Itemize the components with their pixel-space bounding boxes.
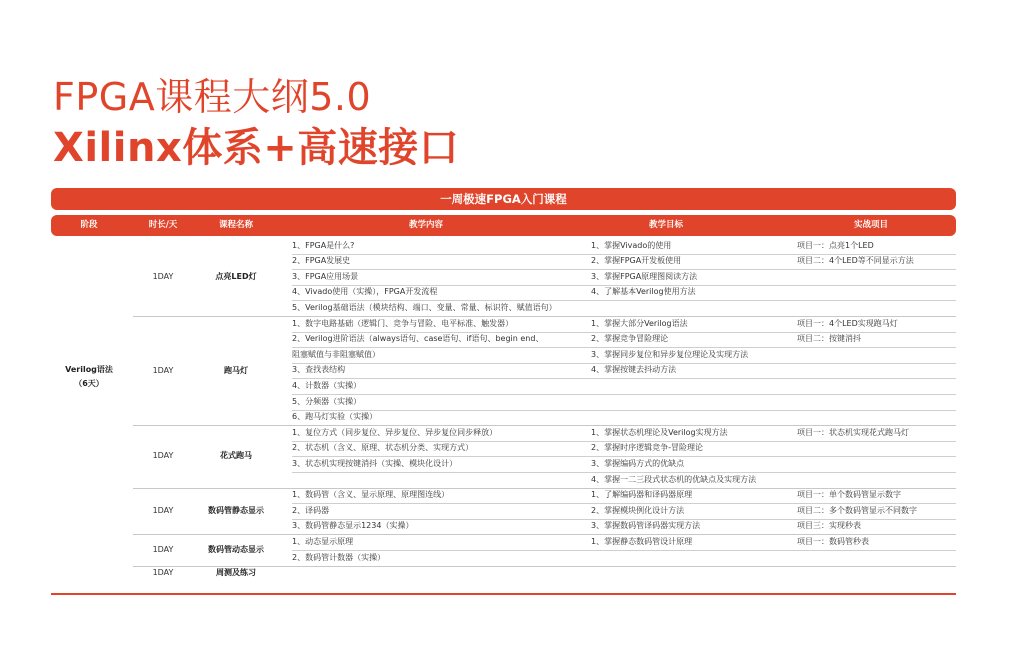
header-projects: 实战项目	[853, 220, 889, 230]
content-line: 4、Vivado使用（实操），FPGA开发流程	[292, 287, 438, 297]
section-days: 1DAY	[152, 568, 174, 578]
header-course: 课程名称	[218, 220, 254, 230]
row-separator	[133, 566, 956, 567]
stage-name: Verilog语法	[65, 365, 113, 374]
goal-line: 2、掌握FPGA开发板使用	[591, 256, 682, 266]
content-line: 2、FPGA发展史	[292, 256, 351, 266]
stage-duration: （6天）	[74, 379, 104, 388]
goal-line: 2、掌握时序逻辑竞争-冒险理论	[591, 443, 703, 453]
goal-line: 3、掌握同步复位和异步复位理论及实现方法	[591, 349, 749, 359]
table-header	[51, 215, 956, 236]
goal-line: 1、掌握静态数码管设计原理	[591, 536, 693, 546]
content-line: 1、复位方式（同步复位、异步复位、异步复位同步释放）	[292, 427, 498, 437]
project-line: 项目一：单个数码管显示数字	[797, 490, 901, 500]
goal-line: 1、掌握大部分Verilog语法	[591, 318, 688, 328]
row-separator	[292, 410, 956, 411]
goal-line: 1、了解编码器和译码器原理	[591, 490, 693, 500]
title-line-2: Xilinx体系+高速接口	[53, 125, 460, 171]
goal-line: 1、掌握Vivado的使用	[591, 240, 672, 250]
content-line: 3、数码管静态显示1234（实操）	[292, 521, 414, 531]
project-line: 项目二：4个LED等不同显示方法	[797, 256, 914, 266]
content-line: 4、计数器（实操）	[292, 380, 362, 390]
goal-line: 3、掌握编码方式的优缺点	[591, 458, 685, 468]
content-line: 1、FPGA是什么?	[292, 240, 355, 250]
title-line-1: FPGA课程大纲5.0	[53, 75, 372, 119]
content-line: 3、状态机实现按键消抖（实操、模块化设计）	[292, 458, 458, 468]
content-line: 1、动态显示原理	[292, 536, 354, 546]
content-line: 1、数码管（含义、显示原理、原理图连线）	[292, 490, 450, 500]
content-line: 阻塞赋值与非阻塞赋值）	[292, 349, 380, 359]
section-days: 1DAY	[152, 272, 174, 281]
section-days: 1DAY	[152, 451, 174, 461]
row-separator	[292, 550, 956, 551]
section-days: 1DAY	[152, 545, 174, 554]
syllabus-table	[51, 238, 956, 593]
content-line: 2、Verilog进阶语法（always语句、case语句、if语句、begin end、	[292, 334, 544, 344]
project-line: 项目一：点亮1个LED	[797, 240, 874, 250]
goal-line: 3、掌握FPGA原理图阅读方法	[591, 271, 698, 281]
section-course-name: 数码管动态显示	[208, 545, 264, 554]
header-stage: 阶段	[80, 220, 98, 230]
project-line: 项目二：按键消抖	[797, 334, 861, 344]
project-line: 项目一：数码管秒表	[797, 536, 869, 546]
content-line: 1、数字电路基础（逻辑门、竞争与冒险、电平标准、触发器）	[292, 318, 514, 328]
header-goals: 教学目标	[648, 220, 684, 230]
goal-line: 4、了解基本Verilog使用方法	[591, 287, 696, 297]
section-course-name: 数码管静态显示	[208, 506, 264, 515]
row-separator	[292, 378, 956, 379]
content-line: 5、分频器（实操）	[292, 396, 362, 406]
row-separator	[292, 394, 956, 395]
content-line: 6、跑马灯实验（实操）	[292, 412, 378, 422]
project-line: 项目二：多个数码管显示不同数字	[797, 505, 917, 515]
section-course-name: 花式跑马	[220, 451, 252, 461]
content-line: 2、状态机（含义、原理、状态机分类、实现方式）	[292, 443, 474, 453]
goal-line: 4、掌握一二三段式状态机的优缺点及实现方法	[591, 474, 757, 484]
content-line: 2、数码管计数器（实操）	[292, 552, 386, 562]
header-duration: 时长/天	[148, 220, 178, 230]
project-line: 项目一：4个LED实现跑马灯	[797, 318, 898, 328]
goal-line: 3、掌握数码管译码器实现方法	[591, 521, 701, 531]
content-line: 3、FPGA应用场景	[292, 271, 359, 281]
course-banner: 一周极速FPGA入门课程	[51, 188, 956, 210]
project-line: 项目三：实现秒表	[797, 521, 861, 531]
content-line: 3、查找表结构	[292, 365, 346, 375]
goal-line: 2、掌握竞争冒险理论	[591, 334, 669, 344]
goal-line: 4、掌握按键去抖动方法	[591, 365, 677, 375]
section-course-name: 周测及练习	[216, 568, 256, 578]
section-days: 1DAY	[152, 365, 174, 375]
section-course-name: 跑马灯	[224, 365, 248, 375]
project-line: 项目一：状态机实现花式跑马灯	[797, 427, 909, 437]
content-line: 5、Verilog基础语法（模块结构、端口、变量、常量、标识符、赋值语句）	[292, 302, 557, 312]
table-bottom-rule	[51, 593, 956, 595]
goal-line: 2、掌握模块例化设计方法	[591, 505, 685, 515]
section-course-name: 点亮LED灯	[215, 272, 257, 281]
content-line: 2、译码器	[292, 505, 330, 515]
section-days: 1DAY	[152, 506, 174, 515]
header-content: 教学内容	[408, 220, 444, 230]
goal-line: 1、掌握状态机理论及Verilog实现方法	[591, 427, 728, 437]
